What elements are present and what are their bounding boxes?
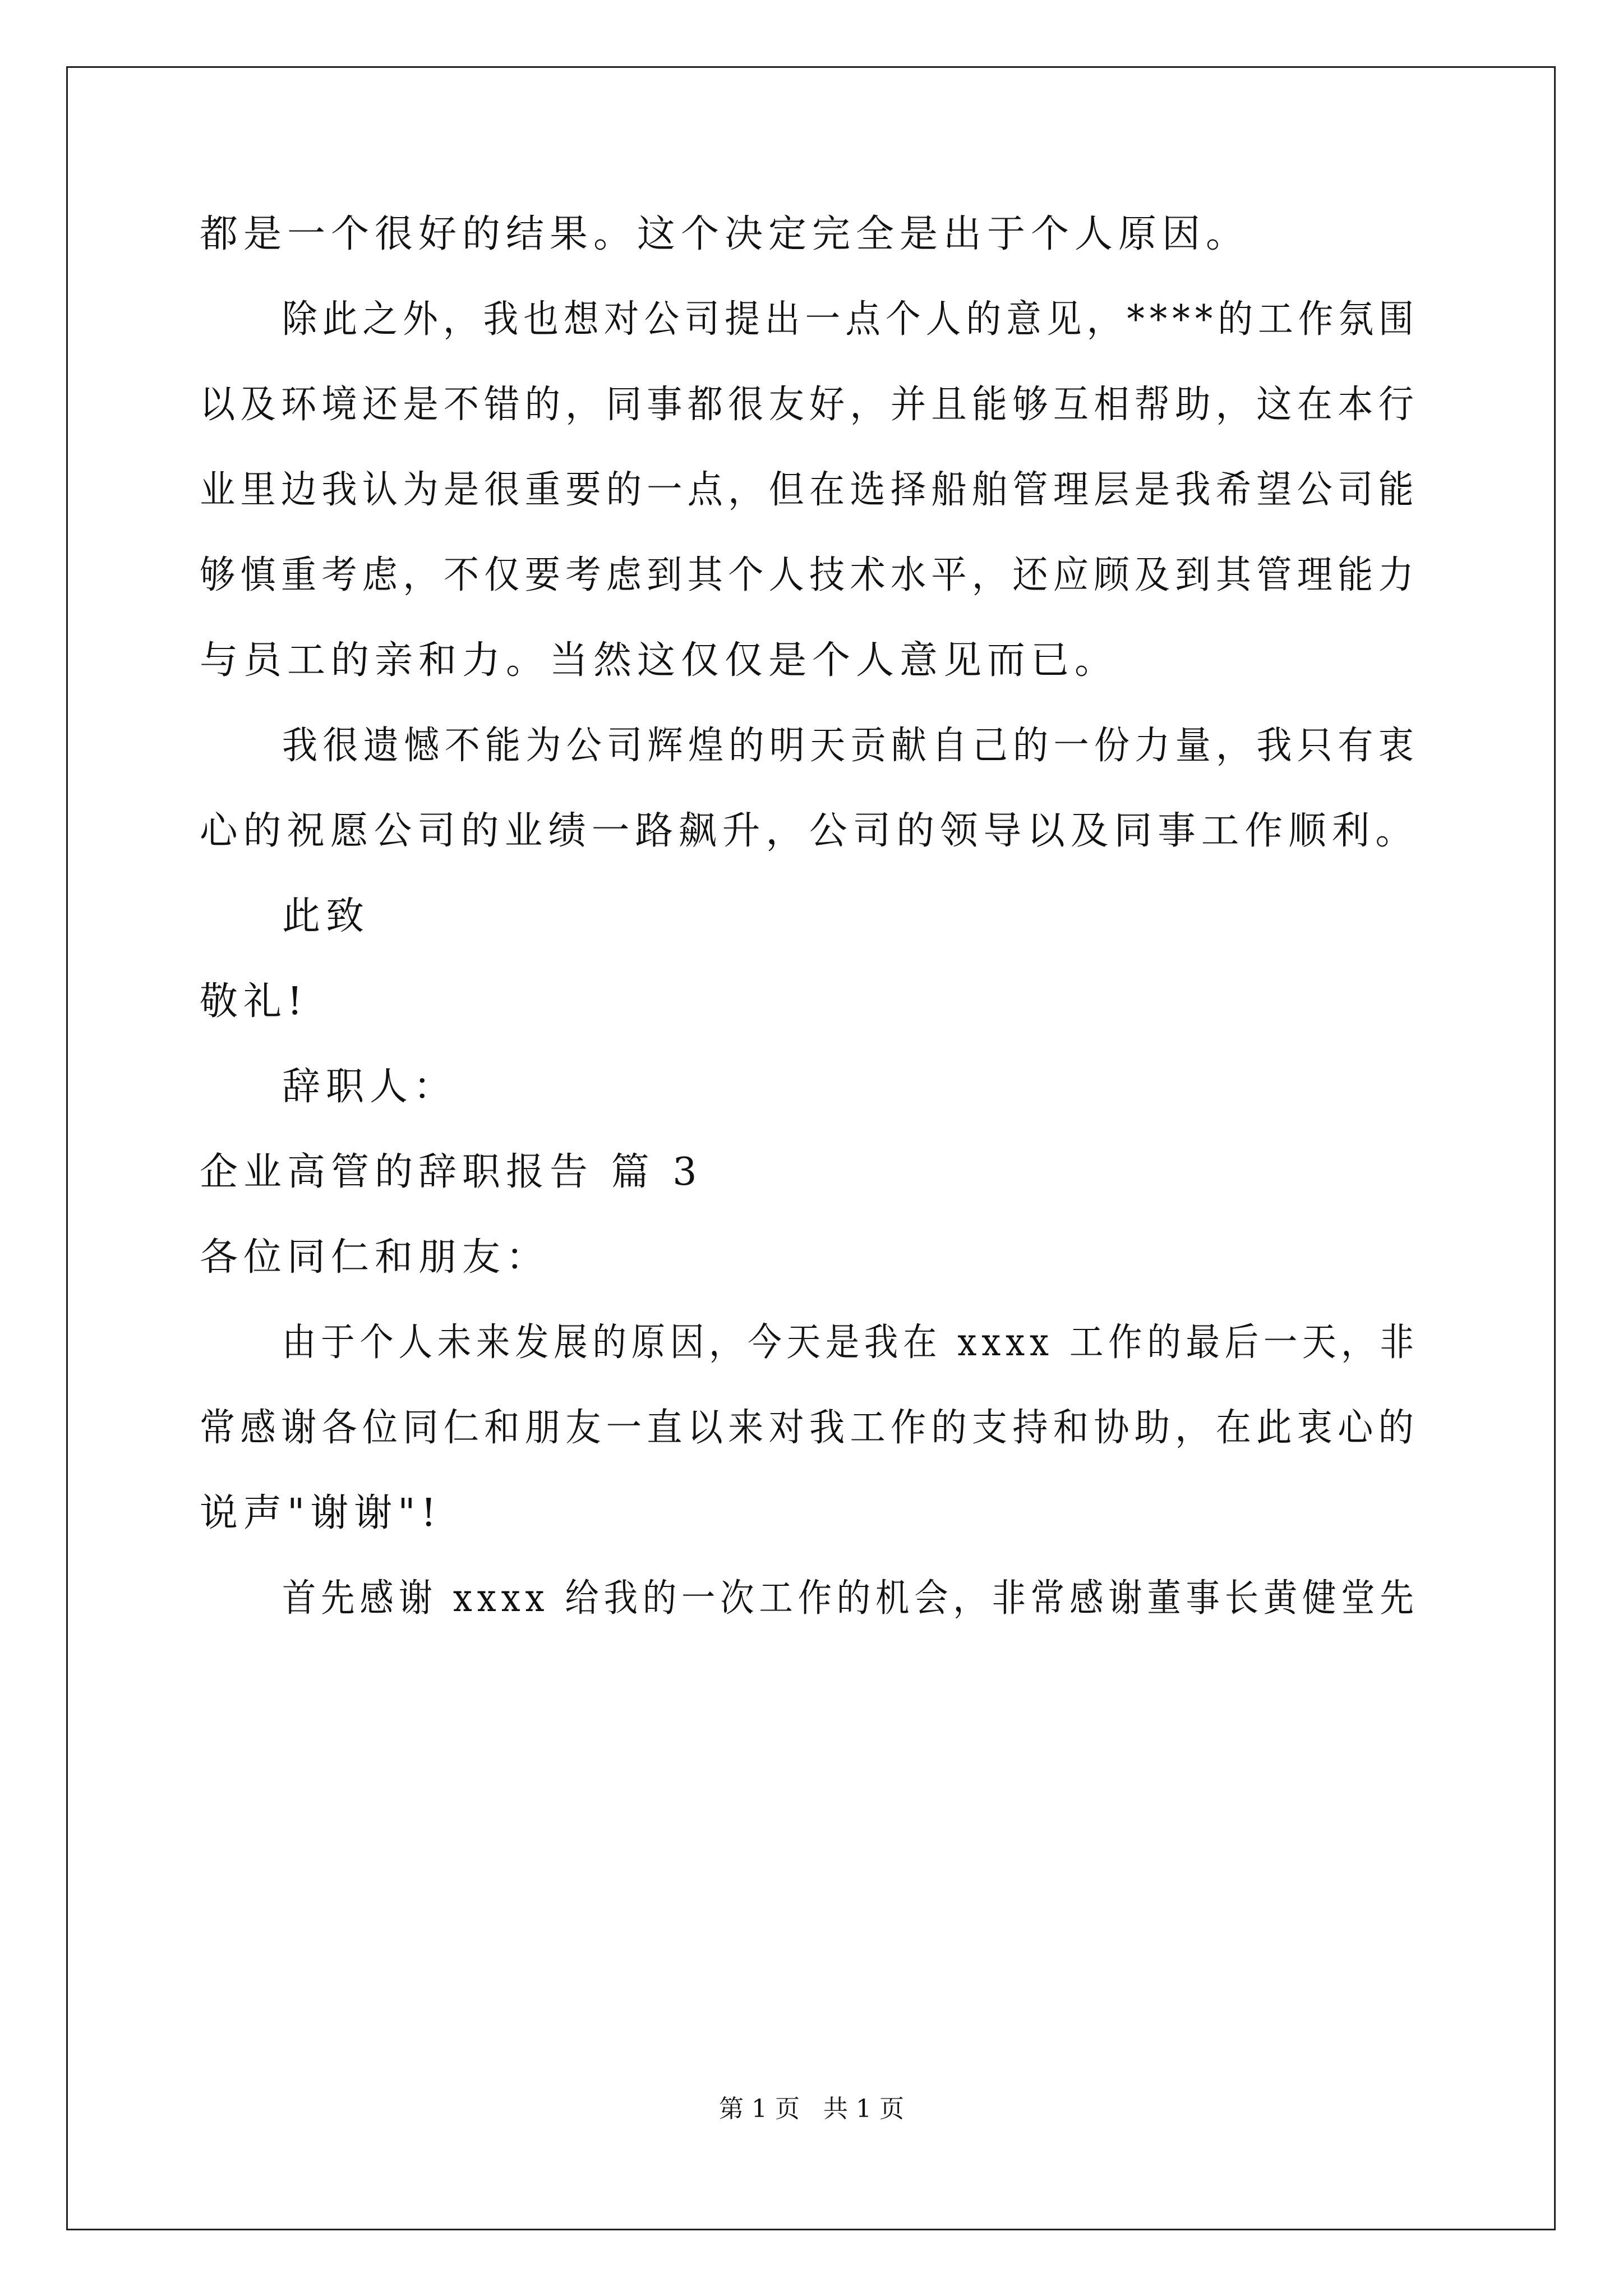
text-line-15: 常感谢各位同仁和朋友一直以来对我工作的支持和协助，在此衷心的	[200, 1406, 1419, 1450]
closing-salutation: 此致	[282, 894, 370, 938]
text-line-1: 都是一个很好的结果。这个决定完全是出于个人原因。	[200, 212, 1250, 256]
text-line-2: 除此之外，我也想对公司提出一点个人的意见，****的工作氛围	[282, 297, 1419, 342]
page-number-footer: 第 1 页 共 1 页	[719, 2095, 904, 2123]
text-line-16: 说声"谢谢"!	[200, 1491, 442, 1535]
section-heading: 企业高管的辞职报告 篇 3	[200, 1150, 703, 1194]
text-line-8: 心的祝愿公司的业绩一路飙升，公司的领导以及同事工作顺利。	[200, 809, 1419, 853]
closing-regards: 敬礼!	[200, 979, 308, 1024]
text-line-4: 业里边我认为是很重要的一点，但在选择船舶管理层是我希望公司能	[200, 468, 1419, 512]
text-line-14: 由于个人未来发展的原因，今天是我在 xxxx 工作的最后一天，非	[282, 1320, 1419, 1365]
resignee-label: 辞职人：	[282, 1065, 458, 1109]
text-line-5: 够慎重考虑，不仅要考虑到其个人技术水平，还应顾及到其管理能力	[200, 553, 1419, 597]
text-line-7: 我很遗憾不能为公司辉煌的明天贡献自己的一份力量，我只有衷	[282, 724, 1419, 768]
text-line-17: 首先感谢 xxxx 给我的一次工作的机会，非常感谢董事长黄健堂先	[282, 1576, 1419, 1621]
text-line-6: 与员工的亲和力。当然这仅仅是个人意见而已。	[200, 638, 1119, 683]
text-line-3: 以及环境还是不错的，同事都很友好，并且能够互相帮助，这在本行	[200, 383, 1419, 427]
greeting-line: 各位同仁和朋友：	[200, 1235, 550, 1280]
